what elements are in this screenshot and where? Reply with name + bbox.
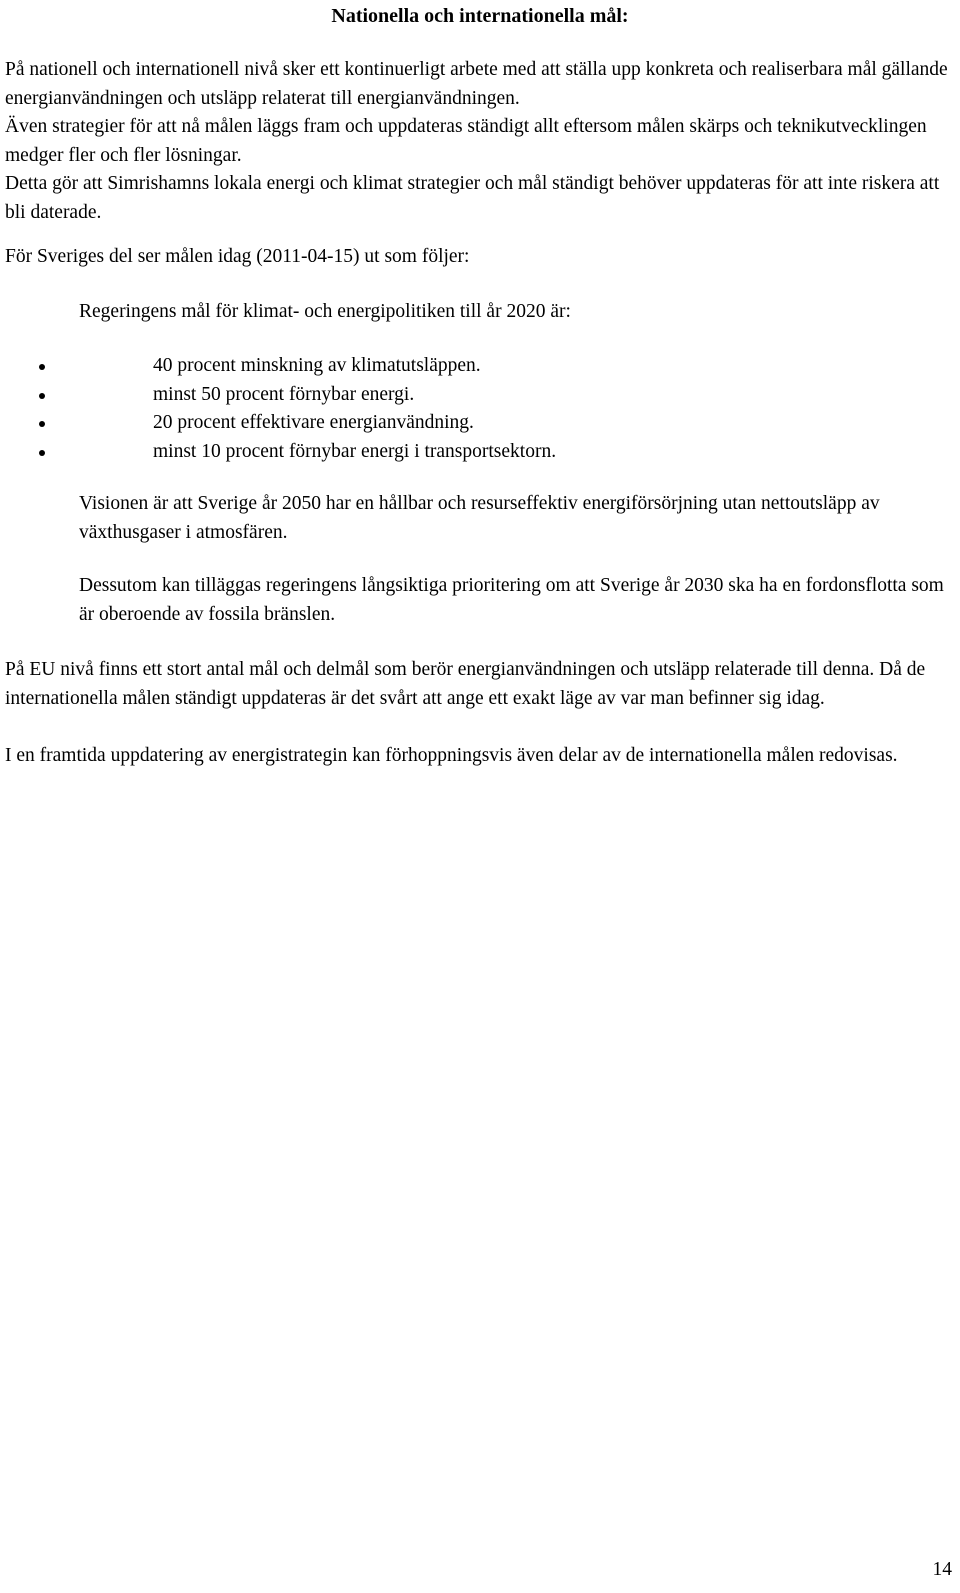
- eu-paragraph-1: På EU nivå finns ett stort antal mål och delmål som berör energianvändningen och utsläpp relaterade till denna. Då de internationella målen ständigt uppdateras är det svårt att ange ett exakt läge av var man befinner sig idag.: [5, 659, 926, 709]
- bullet-icon: [39, 450, 45, 456]
- list-item: [5, 381, 556, 410]
- goal-text: 40 procent minskning av klimatutsläppen.: [153, 355, 481, 376]
- intro-paragraph-2: Även strategier för att nå målen läggs fram och uppdateras ständigt allt eftersom målen skärps och teknikutvecklingen medger fler och fler lösningar.: [5, 116, 927, 166]
- page-number: 14: [932, 1559, 952, 1580]
- goal-text: minst 50 procent förnybar energi.: [153, 383, 415, 405]
- bullet-icon: [39, 393, 45, 399]
- list-item: [5, 438, 556, 467]
- eu-paragraph-2: I en framtida uppdatering av energistrategin kan förhoppningsvis även delar av de internationella målen redovisas.: [5, 745, 898, 766]
- goals-list: [79, 352, 556, 466]
- list-item: [5, 409, 556, 438]
- vision-paragraph: Visionen är att Sverige år 2050 har en hållbar och resurseffektiv energiförsörjning utan nettoutsläpp av växthusgaser i atmosfären.: [79, 493, 880, 543]
- bullet-icon: [39, 364, 45, 370]
- intro-paragraph-3: Detta gör att Simrishamns lokala energi och klimat strategier och mål ständigt behöver uppdateras för att inte riskera att bli daterade.: [5, 173, 940, 223]
- goal-text: 20 procent effektivare energianvändning.: [153, 412, 474, 433]
- goal-text: minst 10 procent förnybar energi i transportsektorn.: [153, 440, 557, 462]
- priority-paragraph: Dessutom kan tilläggas regeringens långsiktiga prioritering om att Sverige år 2030 ska ha en fordonsflotta som är oberoende av fossila bränslen.: [79, 575, 944, 625]
- list-item: [5, 352, 556, 381]
- bullet-icon: [39, 421, 45, 427]
- sweden-goals-intro: För Sveriges del ser målen idag (2011-04-15) ut som följer:: [5, 246, 470, 267]
- government-goals-heading: Regeringens mål för klimat- och energipolitiken till år 2020 är:: [79, 301, 571, 322]
- intro-paragraph-1: På nationell och internationell nivå sker ett kontinuerligt arbete med att ställa upp konkreta och realiserbara mål gällande energianvändningen och utsläpp relaterat till energianvändningen.: [5, 59, 948, 109]
- page-title: Nationella och internationella mål:: [331, 5, 629, 27]
